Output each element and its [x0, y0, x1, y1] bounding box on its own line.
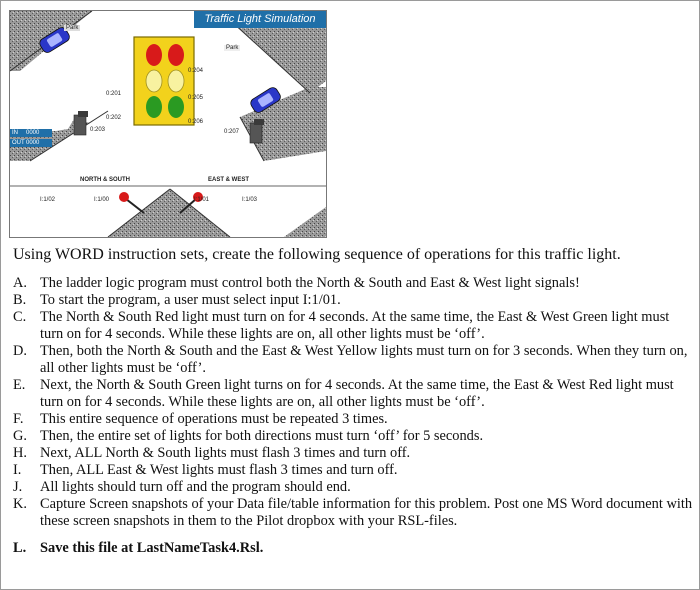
final-instruction: L. Save this file at LastNameTask4.Rsl.: [13, 540, 264, 556]
in-value: 0000: [26, 130, 40, 136]
input-102: I:1/02: [40, 197, 56, 203]
instruction-item: G. Then, the entire set of lights for both directions must turn ‘off’ for 5 seconds.: [13, 428, 484, 444]
address-202: 0:202: [106, 115, 122, 121]
instruction-item: B. To start the program, a user must select input I:1/01.: [13, 292, 341, 308]
instruction-item: A. The ladder logic program must control both the North & South and East & West light signals!: [13, 275, 580, 291]
instruction-item: C. The North & South Red light must turn on for 4 seconds. At the same time, the East & West Green light must turn on for 4 seconds. While these lights are on, all other lights must be ‘off’.: [13, 309, 670, 342]
instruction-item: F. This entire sequence of operations must be repeated 3 times.: [13, 411, 388, 427]
intersection-drawing: [10, 11, 326, 237]
signal-tag-2: 0:205: [188, 95, 204, 101]
intro-paragraph: Using WORD instruction sets, create the following sequence of operations for this traffic light.: [13, 246, 621, 263]
push-button-left: [119, 192, 129, 202]
instruction-item: I. Then, ALL East & West lights must flash 3 times and turn off.: [13, 462, 398, 478]
main-traffic-light: [134, 37, 194, 125]
north-south-label: NORTH & SOUTH: [80, 177, 130, 183]
out-label: OUT: [12, 140, 25, 146]
address-203: 0:203: [90, 127, 106, 133]
instruction-item: D. Then, both the North & South and the East & West Yellow lights must turn on for 3 seconds. When they turn on, all other lights must be ‘off’.: [13, 343, 688, 376]
in-label: IN: [12, 130, 18, 136]
small-signal-left: [74, 115, 86, 135]
signal-tag-1: 0:204: [188, 68, 204, 74]
park-label-right: Park: [226, 45, 239, 51]
instruction-item: E. Next, the North & South Green light turns on for 4 seconds. At the same time, the East & West Red light must turn on for 4 seconds. While these lights are on, all other lights must be ‘off’.: [13, 377, 674, 410]
input-101: I:1/01: [194, 197, 210, 203]
signal-tag-3: 0:206: [188, 119, 204, 125]
instruction-item: K. Capture Screen snapshots of your Data file/table information for this problem. Post one MS Word document with these screen snapshots in them to the Pilot dropbox with your RSL-files.: [13, 496, 693, 529]
instruction-list: [13, 275, 695, 557]
simulation-title: Traffic Light Simulation: [194, 11, 326, 28]
small-signal-right: [250, 123, 262, 143]
out-value: 0000: [26, 140, 40, 146]
instruction-item: J. All lights should turn off and the program should end.: [13, 479, 351, 495]
east-west-label: EAST & WEST: [208, 177, 250, 183]
address-201: 0:201: [106, 91, 122, 97]
address-207: 0:207: [224, 129, 240, 135]
traffic-light-simulation-image: [9, 10, 327, 238]
input-100: I:1/00: [94, 197, 110, 203]
instruction-item: H. Next, ALL North & South lights must flash 3 times and turn off.: [13, 445, 411, 461]
input-103: I:1/03: [242, 197, 258, 203]
park-label-left: Park: [66, 25, 79, 31]
grass-bottom-right: [284, 207, 326, 237]
